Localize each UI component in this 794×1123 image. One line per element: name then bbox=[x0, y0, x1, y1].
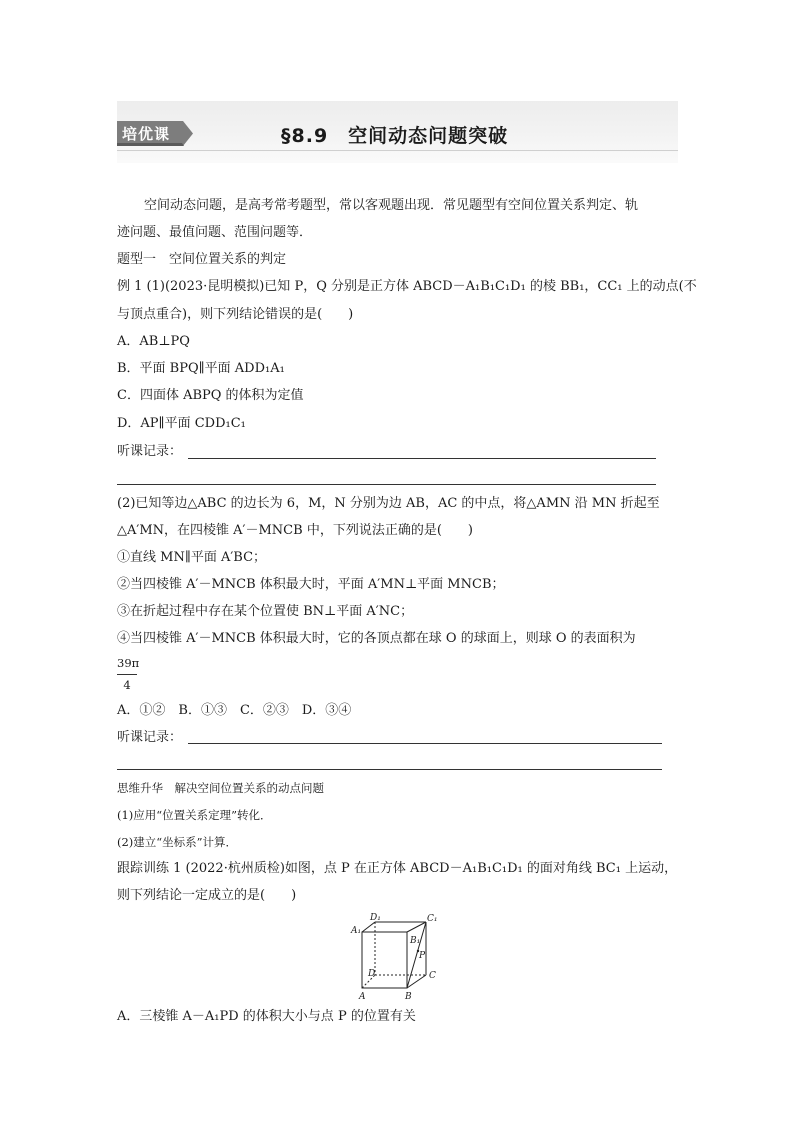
label-d1: D₁ bbox=[370, 913, 381, 923]
label-b: B bbox=[405, 992, 412, 1000]
notes-label: 听课记录： bbox=[117, 444, 183, 459]
option-c: C．四面体 ABPQ 的体积为定值 bbox=[117, 388, 304, 403]
example1-line-2: 与顶点重合)，则下列结论错误的是( ) bbox=[117, 307, 354, 322]
cube-front-face bbox=[362, 932, 407, 988]
notes-line-4 bbox=[117, 769, 662, 770]
fraction-denominator: 4 bbox=[123, 678, 131, 692]
practice1-option-a: A．三棱锥 A－A₁PD 的体积大小与点 P 的位置有关 bbox=[117, 1009, 416, 1024]
notes-line-3 bbox=[188, 743, 662, 744]
part2-line-1: (2)已知等边△ABC 的边长为 6，M，N 分别为边 AB，AC 的中点，将△AMN 沿 MN 折起至 bbox=[117, 496, 660, 511]
edge-a1d1 bbox=[362, 922, 375, 932]
summary-heading: 思维升华 解决空间位置关系的动点问题 bbox=[117, 781, 324, 795]
header-rule bbox=[117, 150, 678, 151]
label-c: C bbox=[429, 971, 436, 981]
practice1-line-2: 则下列结论一定成立的是( ) bbox=[117, 888, 297, 903]
cube-figure bbox=[350, 912, 445, 1000]
statement-4: ④当四棱锥 A′－MNCB 体积最大时，它的各顶点都在球 O 的球面上，则球 O 的表面积为 bbox=[117, 631, 636, 646]
label-d: D bbox=[368, 969, 376, 979]
label-p: P bbox=[419, 951, 426, 961]
statement-3: ③在折起过程中存在某个位置使 BN⊥平面 A′NC； bbox=[117, 604, 414, 619]
option-b: B．平面 BPQ∥平面 ADD₁A₁ bbox=[117, 361, 285, 376]
summary-item-1: (1)应用“位置关系定理”转化． bbox=[117, 808, 272, 822]
label-a1: A₁ bbox=[351, 926, 362, 936]
label-b1: B₁ bbox=[410, 936, 421, 946]
part2-options: A．①② B．①③ C．②③ D．③④ bbox=[117, 703, 352, 718]
practice1-line-1: 跟踪训练 1 (2022·杭州质检)如图，点 P 在正方体 ABCD－A₁B₁C₁D₁ 的面对角线 BC₁ 上运动， bbox=[117, 861, 678, 876]
summary-item-2: (2)建立“坐标系”计算． bbox=[117, 835, 238, 849]
statement-2: ②当四棱锥 A′－MNCB 体积最大时，平面 A′MN⊥平面 MNCB； bbox=[117, 577, 505, 592]
tag-label: 培优课 bbox=[122, 125, 171, 143]
option-a: A．AB⊥PQ bbox=[117, 334, 190, 349]
option-d: D．AP∥平面 CDD₁C₁ bbox=[117, 416, 246, 431]
statement-1: ①直线 MN∥平面 A′BC； bbox=[117, 550, 267, 565]
intro-line-2: 迹问题、最值问题、范围问题等． bbox=[117, 225, 313, 240]
example1-line-1: 例 1 (1)(2023·昆明模拟)已知 P，Q 分别是正方体 ABCD－A₁B₁C₁D₁ 的棱 BB₁，CC₁ 上的动点(不 bbox=[117, 279, 697, 294]
fraction-numerator: 39π bbox=[117, 656, 140, 670]
notes-line-2 bbox=[117, 484, 656, 485]
page-title: §8.9 空间动态问题突破 bbox=[281, 125, 509, 147]
notes-label-2: 听课记录： bbox=[117, 730, 183, 745]
type1-heading: 题型一 空间位置关系的判定 bbox=[117, 252, 287, 267]
notes-line-1 bbox=[188, 458, 656, 459]
part2-line-2: △A′MN，在四棱锥 A′－MNCB 中，下列说法正确的是( ) bbox=[117, 523, 473, 538]
intro-line-1: 空间动态问题，是高考常考题型，常以客观题出现．常见题型有空间位置关系判定、轨 bbox=[144, 198, 639, 213]
fraction-bar bbox=[117, 674, 137, 675]
label-c1: C₁ bbox=[427, 914, 438, 924]
label-a: A bbox=[359, 992, 366, 1000]
